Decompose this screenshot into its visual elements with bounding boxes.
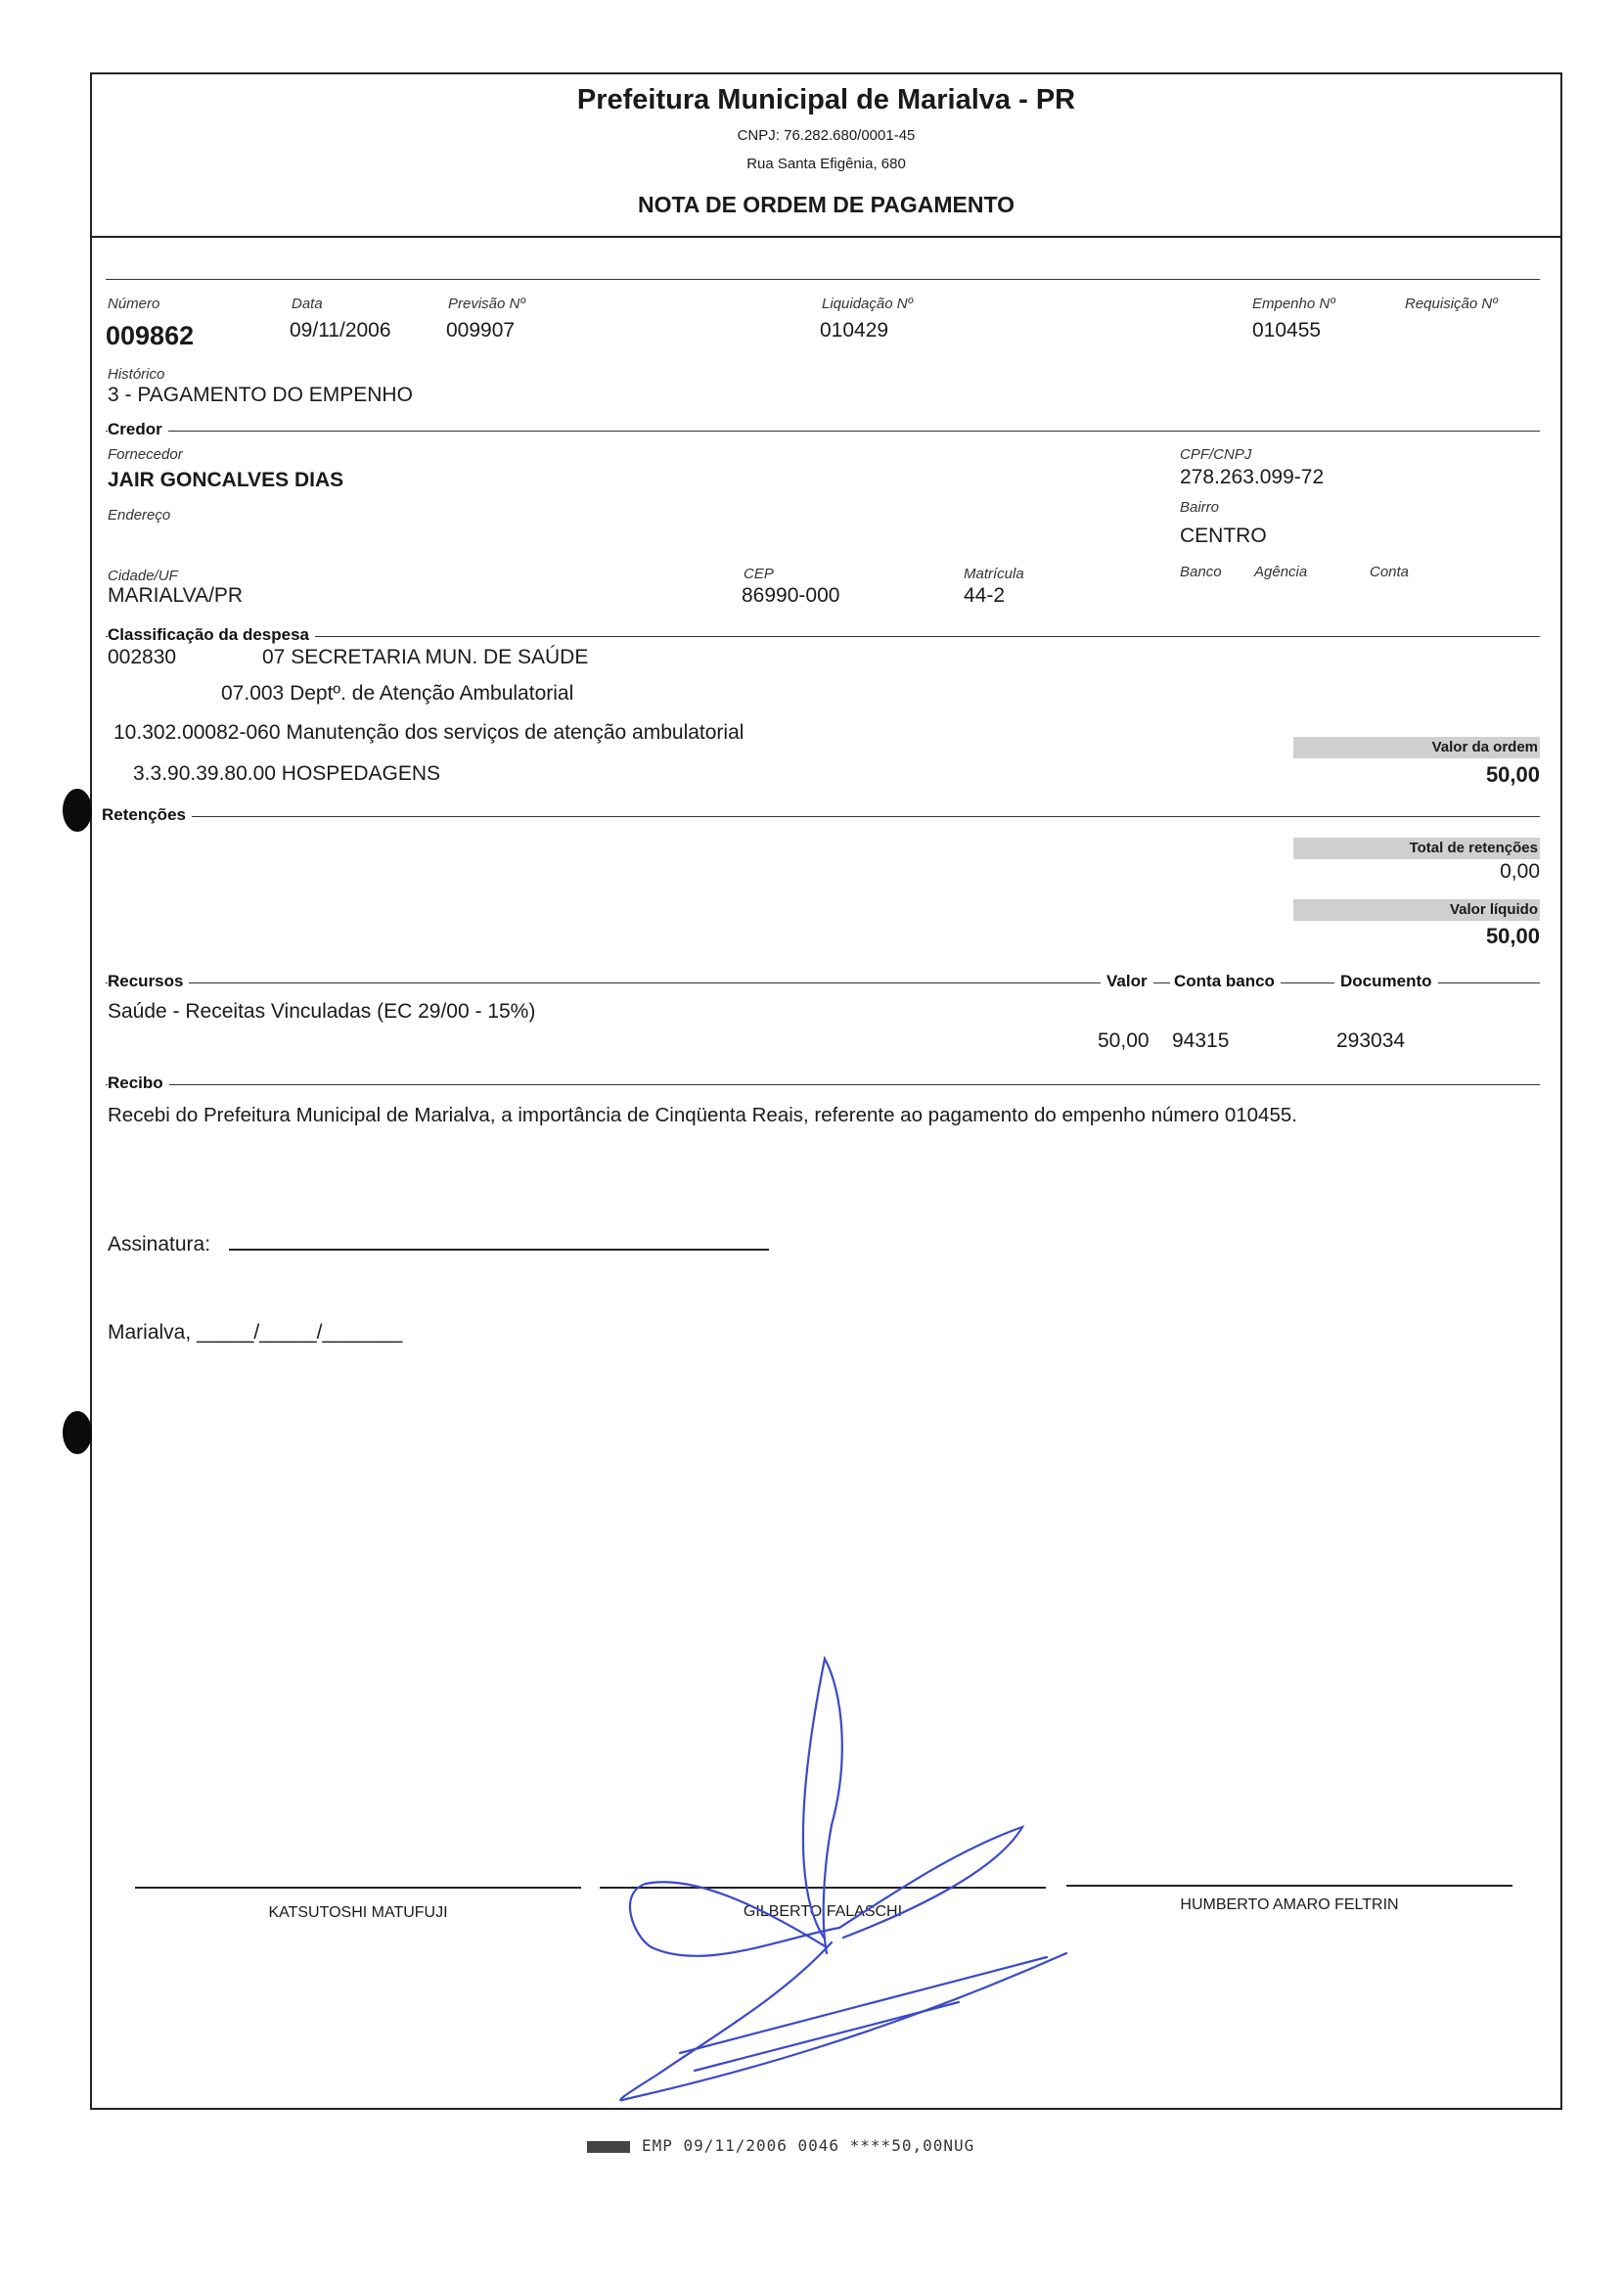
address-text: Rua Santa Efigênia, 680 — [746, 156, 906, 172]
payment-stamp: EMP 09/11/2006 0046 ****50,00NUG — [587, 2136, 974, 2155]
classificacao-line — [106, 636, 1540, 637]
numero-label: Número — [108, 296, 160, 312]
handwritten-signature — [587, 1644, 1096, 2114]
punch-hole — [63, 1411, 92, 1454]
total-retencoes-value: 0,00 — [1500, 860, 1540, 883]
historico-value: 3 - PAGAMENTO DO EMPENHO — [108, 384, 413, 406]
signer-name-3: HUMBERTO AMARO FELTRIN — [1180, 1896, 1399, 1913]
recursos-conta: 94315 — [1172, 1029, 1230, 1052]
fornecedor-value: JAIR GONCALVES DIAS — [108, 469, 344, 491]
departamento-value: 07.003 Deptº. de Atenção Ambulatorial — [221, 682, 574, 705]
cpf-value: 278.263.099-72 — [1180, 466, 1325, 488]
recibo-line — [106, 1084, 1540, 1085]
previsao-label: Previsão Nº — [448, 296, 525, 312]
classificacao-codigo: 002830 — [108, 646, 177, 668]
retencoes-section-label: Retenções — [102, 805, 192, 825]
signature-line-3 — [1066, 1885, 1512, 1887]
cep-value: 86990-000 — [742, 584, 840, 607]
data-label: Data — [292, 296, 323, 312]
local-data: Marialva, _____/_____/_______ — [108, 1321, 403, 1344]
secretaria-value: 07 SECRETARIA MUN. DE SAÚDE — [262, 646, 589, 668]
fornecedor-label: Fornecedor — [108, 446, 183, 463]
classificacao-section-label: Classificação da despesa — [108, 625, 315, 645]
credor-line — [106, 431, 1540, 432]
document-title: NOTA DE ORDEM DE PAGAMENTO — [637, 192, 1015, 217]
bairro-label: Bairro — [1180, 499, 1220, 516]
banco-label: Banco — [1180, 564, 1222, 580]
previsao-value: 009907 — [446, 319, 516, 342]
recursos-documento: 293034 — [1336, 1029, 1406, 1052]
cidade-label: Cidade/UF — [108, 568, 178, 584]
recursos-conta-label: Conta banco — [1170, 972, 1281, 991]
credor-section-label: Credor — [108, 420, 168, 439]
cpf-label: CPF/CNPJ — [1180, 446, 1252, 463]
punch-hole — [63, 789, 92, 832]
recursos-line — [106, 982, 1540, 983]
barcode-icon — [587, 2141, 630, 2153]
liquidacao-value: 010429 — [820, 319, 889, 342]
valor-ordem-value: 50,00 — [1485, 762, 1540, 787]
signer-name-1: KATSUTOSHI MATUFUJI — [268, 1904, 448, 1921]
municipality-title: Prefeitura Municipal de Marialva - PR — [576, 84, 1076, 115]
recibo-section-label: Recibo — [108, 1073, 169, 1093]
recursos-documento-label: Documento — [1334, 972, 1438, 991]
elemento-value: 3.3.90.39.80.00 HOSPEDAGENS — [133, 762, 441, 785]
programa-value: 10.302.00082-060 Manutenção dos serviços de atenção ambulatorial — [113, 721, 744, 744]
matricula-value: 44-2 — [964, 584, 1006, 607]
bairro-value: CENTRO — [1180, 525, 1267, 547]
endereco-label: Endereço — [108, 507, 171, 524]
recursos-valor: 50,00 — [1098, 1029, 1150, 1052]
valor-liquido-value: 50,00 — [1485, 924, 1540, 948]
recibo-text: Recebi do Prefeitura Municipal de Marialva, a importância de Cinqüenta Reais, referente ao pagamento do empenho número 010455. — [108, 1104, 1297, 1126]
valor-liquido-label: Valor líquido — [1449, 901, 1538, 918]
empenho-label: Empenho Nº — [1252, 296, 1335, 312]
total-retencoes-label: Total de retenções — [1409, 840, 1538, 856]
data-value: 09/11/2006 — [290, 319, 391, 342]
recursos-section-label: Recursos — [108, 972, 189, 991]
matricula-label: Matrícula — [964, 566, 1024, 582]
order-top-line — [106, 279, 1540, 280]
signature-line-1 — [135, 1887, 581, 1889]
cnpj-text: CNPJ: 76.282.680/0001-45 — [737, 127, 916, 144]
cidade-value: MARIALVA/PR — [108, 584, 244, 607]
empenho-value: 010455 — [1252, 319, 1322, 342]
agencia-label: Agência — [1254, 564, 1308, 580]
header-divider — [90, 236, 1562, 238]
recursos-valor-label: Valor — [1101, 972, 1153, 991]
requisicao-label: Requisição Nº — [1405, 296, 1498, 312]
recursos-descricao: Saúde - Receitas Vinculadas (EC 29/00 - 15%) — [108, 1000, 536, 1023]
numero-value: 009862 — [106, 321, 195, 350]
assinatura-line — [229, 1249, 769, 1251]
retencoes-line — [106, 816, 1540, 817]
valor-ordem-label: Valor da ordem — [1431, 739, 1538, 755]
historico-label: Histórico — [108, 366, 165, 383]
liquidacao-label: Liquidação Nº — [822, 296, 914, 312]
conta-label: Conta — [1370, 564, 1410, 580]
signer-name-2: GILBERTO FALASCHI — [743, 1903, 903, 1920]
assinatura-label: Assinatura: — [108, 1233, 211, 1256]
cep-label: CEP — [744, 566, 774, 582]
